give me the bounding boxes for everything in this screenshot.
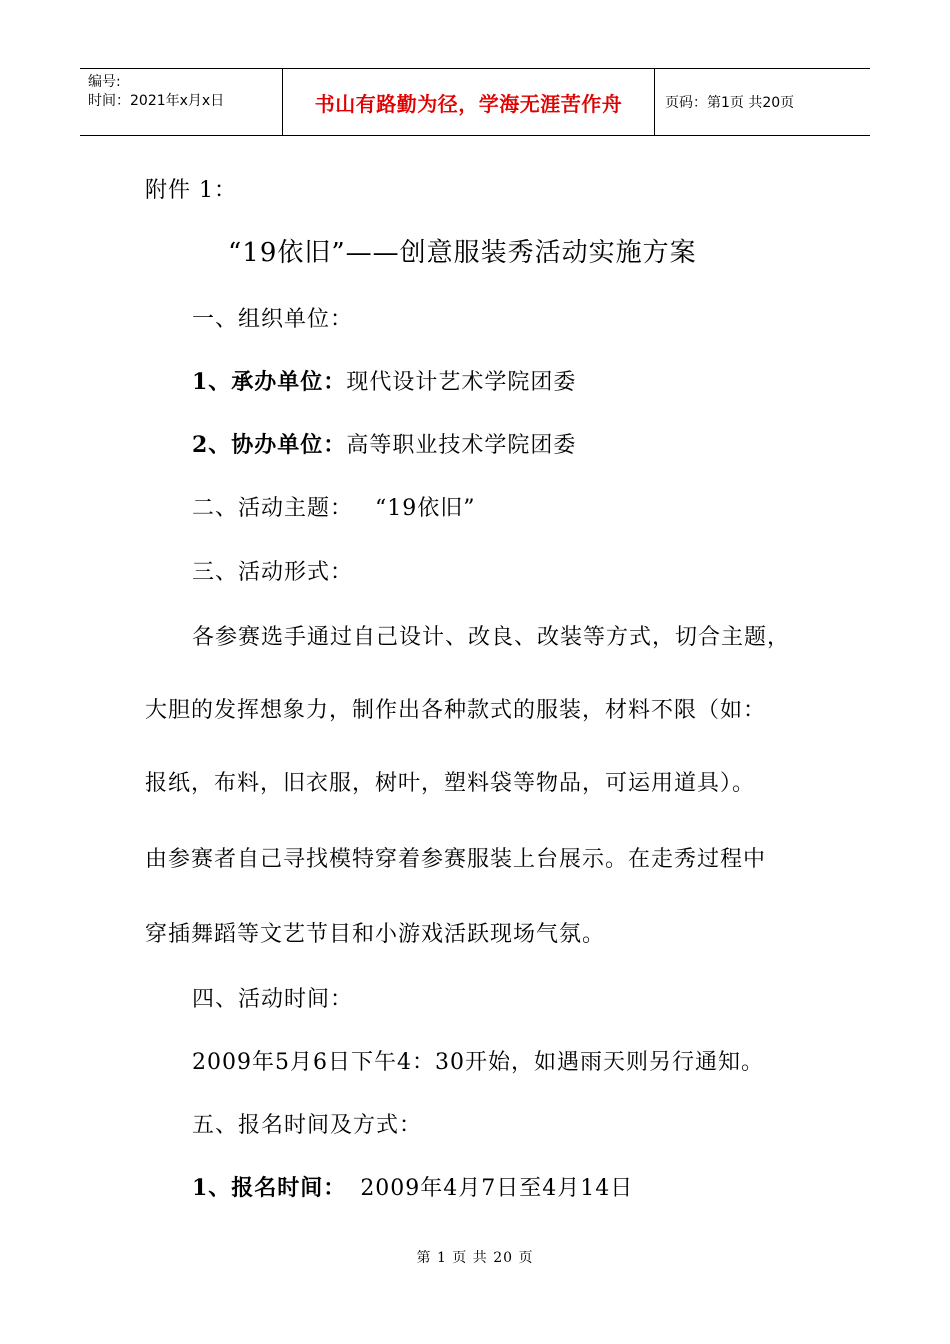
- organizer-line: [192, 365, 576, 396]
- paragraph-line: 由参赛者自己寻找模特穿着参赛服装上台展示。在走秀过程中: [145, 847, 767, 872]
- header-motto: 书山有路勤为径，学海无涯苦作舟: [282, 69, 655, 135]
- serial-label: 编号:: [88, 74, 121, 90]
- co-organizer-label: 2、协办单位：: [192, 432, 347, 458]
- date-label: 时间：2021年x月x日: [88, 93, 225, 109]
- organizer-label: 1、承办单位：: [192, 369, 347, 395]
- registration-line: [192, 1171, 633, 1202]
- section-2-line: [192, 491, 476, 522]
- section-4-heading: 四、活动时间：: [192, 987, 354, 1012]
- co-organizer-line: [192, 428, 576, 459]
- paragraph-line: 报纸，布料，旧衣服，树叶，塑料袋等物品，可运用道具）。: [145, 771, 756, 796]
- paragraph-line: 穿插舞蹈等文艺节目和小游戏活跃现场气氛。: [145, 922, 606, 947]
- organizer-value: 现代设计艺术学院团委: [346, 370, 577, 395]
- event-time: 2009年5月6日下午4：30开始，如遇雨天则另行通知。: [192, 1050, 764, 1075]
- section-3-heading: 三、活动形式：: [192, 560, 354, 585]
- paragraph-line: 大胆的发挥想象力，制作出各种款式的服装，材料不限（如：: [145, 698, 767, 723]
- registration-label: 1、报名时间：: [192, 1175, 347, 1201]
- section-1-heading: 一、组织单位：: [192, 307, 354, 332]
- paragraph-line: 各参赛选手通过自己设计、改良、改装等方式，切合主题，: [192, 625, 791, 650]
- page-footer: 第 1 页 共 20 页: [416, 1250, 534, 1266]
- registration-value: 2009年4月7日至4月14日: [360, 1176, 634, 1201]
- document-title: “19依旧”——创意服装秀活动实施方案: [228, 238, 697, 268]
- section-5-heading: 五、报名时间及方式：: [192, 1113, 423, 1138]
- header-page-info: 页码：第1页 共20页: [665, 95, 795, 111]
- co-organizer-value: 高等职业技术学院团委: [346, 433, 577, 458]
- theme-value: “19依旧”: [375, 496, 476, 521]
- page-header: [80, 68, 870, 136]
- header-meta: [80, 69, 282, 135]
- attachment-label: 附件 1：: [145, 178, 237, 203]
- section-2-heading: 二、活动主题：: [192, 496, 354, 521]
